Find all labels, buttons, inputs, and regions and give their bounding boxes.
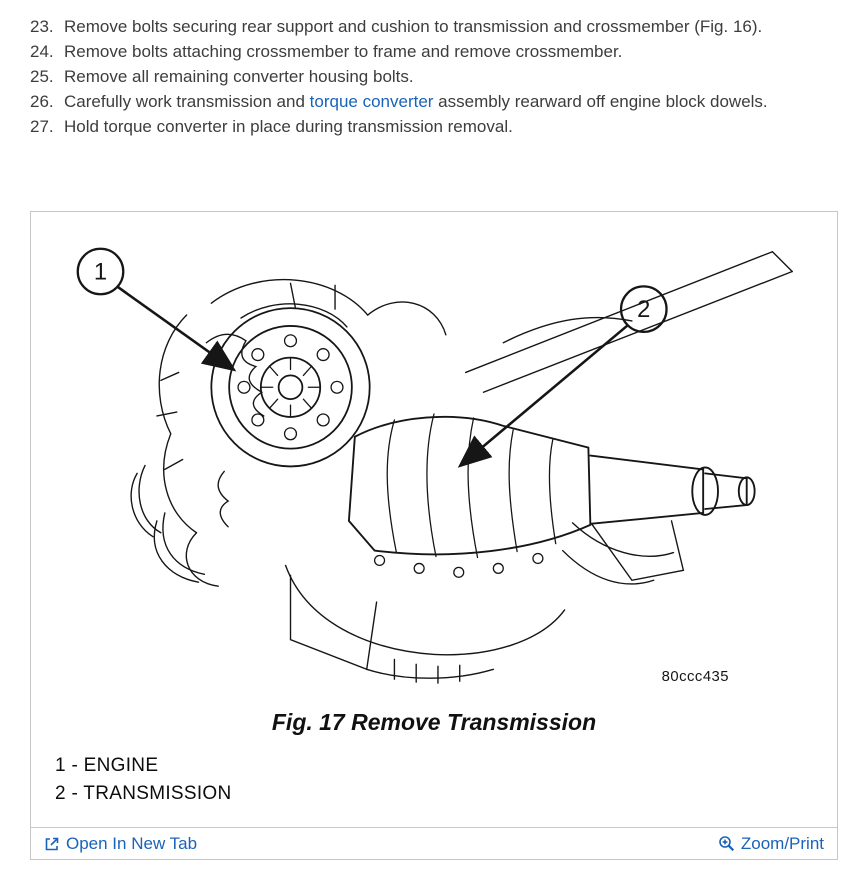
figure-panel xyxy=(30,211,838,860)
step-number: 26. xyxy=(30,92,54,111)
open-in-new-tab-label: Open In New Tab xyxy=(66,833,198,853)
transmission-line-drawing xyxy=(38,224,830,699)
step-text xyxy=(64,89,848,114)
figure-image xyxy=(31,212,837,699)
engine-flywheel xyxy=(211,308,369,466)
step-text-post: assembly rearward off engine block dowels. xyxy=(433,92,768,111)
instruction-step xyxy=(30,89,848,114)
instruction-step xyxy=(30,39,848,64)
figure-caption: Fig. 17 Remove Transmission xyxy=(271,709,597,735)
step-text-pre: Carefully work transmission and xyxy=(64,92,310,111)
step-number: 24. xyxy=(30,42,54,61)
frame-rail-lines xyxy=(466,252,793,393)
callout-2-number: 2 xyxy=(637,296,651,324)
legend-item-transmission: 2 - TRANSMISSION xyxy=(55,783,232,804)
callout-1-number: 1 xyxy=(93,258,108,286)
zoom-print-link[interactable] xyxy=(718,834,824,854)
lower-pan-lines xyxy=(154,513,673,683)
figure-footer-bar xyxy=(31,827,837,859)
open-in-new-tab-link[interactable] xyxy=(44,834,197,854)
torque-converter-link[interactable]: torque converter xyxy=(309,92,434,111)
open-in-new-tab-icon xyxy=(44,836,60,852)
legend-item-engine: 1 - ENGINE xyxy=(55,755,159,776)
step-text: Remove all remaining converter housing bolts. xyxy=(64,67,414,86)
engine-bay-lines xyxy=(211,280,446,335)
step-text: Remove bolts attaching crossmember to frame and remove crossmember. xyxy=(64,42,623,61)
step-text: Hold torque converter in place during transmission removal. xyxy=(64,117,513,136)
instruction-step xyxy=(30,14,848,39)
transmission-body xyxy=(349,414,755,580)
figure-image-code: 80ccc435 xyxy=(661,669,730,686)
callout-2 xyxy=(462,286,667,464)
instruction-list xyxy=(0,0,868,139)
instruction-step xyxy=(30,114,848,139)
step-number: 27. xyxy=(30,117,54,136)
figure-legend xyxy=(55,752,837,808)
step-number: 25. xyxy=(30,67,54,86)
zoom-magnifier-icon xyxy=(718,835,735,852)
step-text: Remove bolts securing rear support and cushion to transmission and crossmember (Fig. 16). xyxy=(64,17,763,36)
step-number: 23. xyxy=(30,17,54,36)
zoom-print-label: Zoom/Print xyxy=(740,833,824,853)
instruction-step xyxy=(30,64,848,89)
